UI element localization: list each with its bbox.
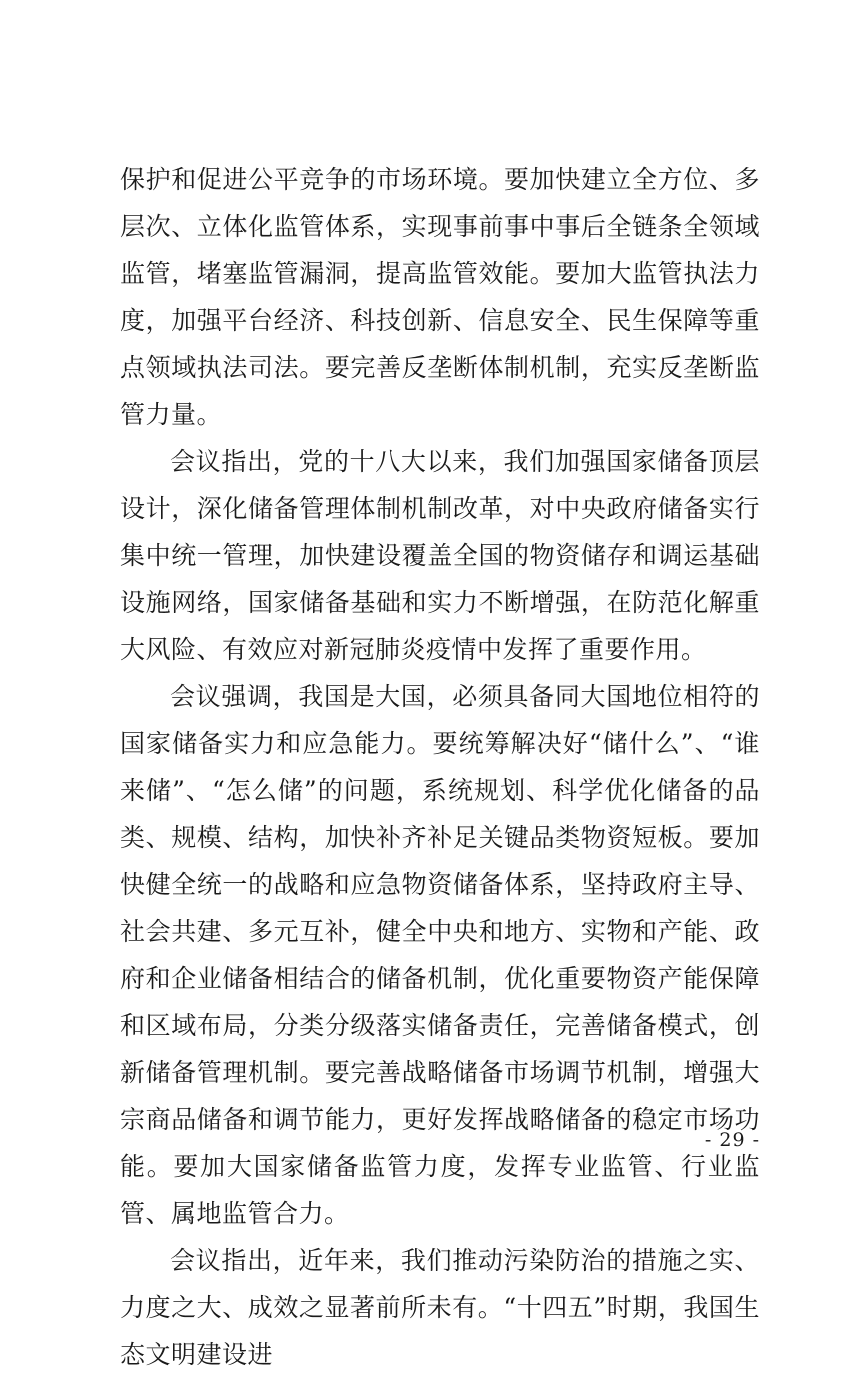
paragraph-national-reserve-summary: 会议指出，党的十八大以来，我们加强国家储备顶层设计，深化储备管理体制机制改革，对中央政府储备实行集中统一管理，加快建设覆盖全国的物资储存和调运基础设施网络，国家储备基础和实力不断增强，在防范化解重大风险、有效应对新冠肺炎疫情中发挥了重要作用。 xyxy=(120,447,760,664)
paragraph-national-reserve-requirements: 会议强调，我国是大国，必须具备同大国地位相符的国家储备实力和应急能力。要统筹解决好“储什么”、“谁来储”、“怎么储”的问题，系统规划、科学优化储备的品类、规模、结构，加快补齐补足关键品类物资短板。要加快健全统一的战略和应急物资储备体系，坚持政府主导、社会共建、多元互补，健全中央和地方、实物和产能、政府和企业储备相结合的储备机制，优化重要物资产能保障和区域布局，分类分级落实储备责任，完善储备模式，创新储备管理机制。要完善战略储备市场调节机制，增强大宗商品储备和调节能力，更好发挥战略储备的稳定市场功能。要加大国家储备监管力度，发挥专业监管、行业监管、属地监管合力。 xyxy=(120,682,760,1228)
paragraph-continuation: 保护和促进公平竞争的市场环境。要加快建立全方位、多层次、立体化监管体系，实现事前事中事后全链条全领域监管，堵塞监管漏洞，提高监管效能。要加大监管执法力度，加强平台经济、科技创新、信息安全、民生保障等重点领域执法司法。要完善反垄断体制机制，充实反垄断监管力量。 xyxy=(120,165,760,429)
body-text xyxy=(120,156,760,1378)
page-number: - 29 - xyxy=(704,1129,760,1151)
paragraph-pollution-control: 会议指出，近年来，我们推动污染防治的措施之实、力度之大、成效之显著前所未有。“十四五”时期，我国生态文明建设进 xyxy=(120,1246,760,1369)
